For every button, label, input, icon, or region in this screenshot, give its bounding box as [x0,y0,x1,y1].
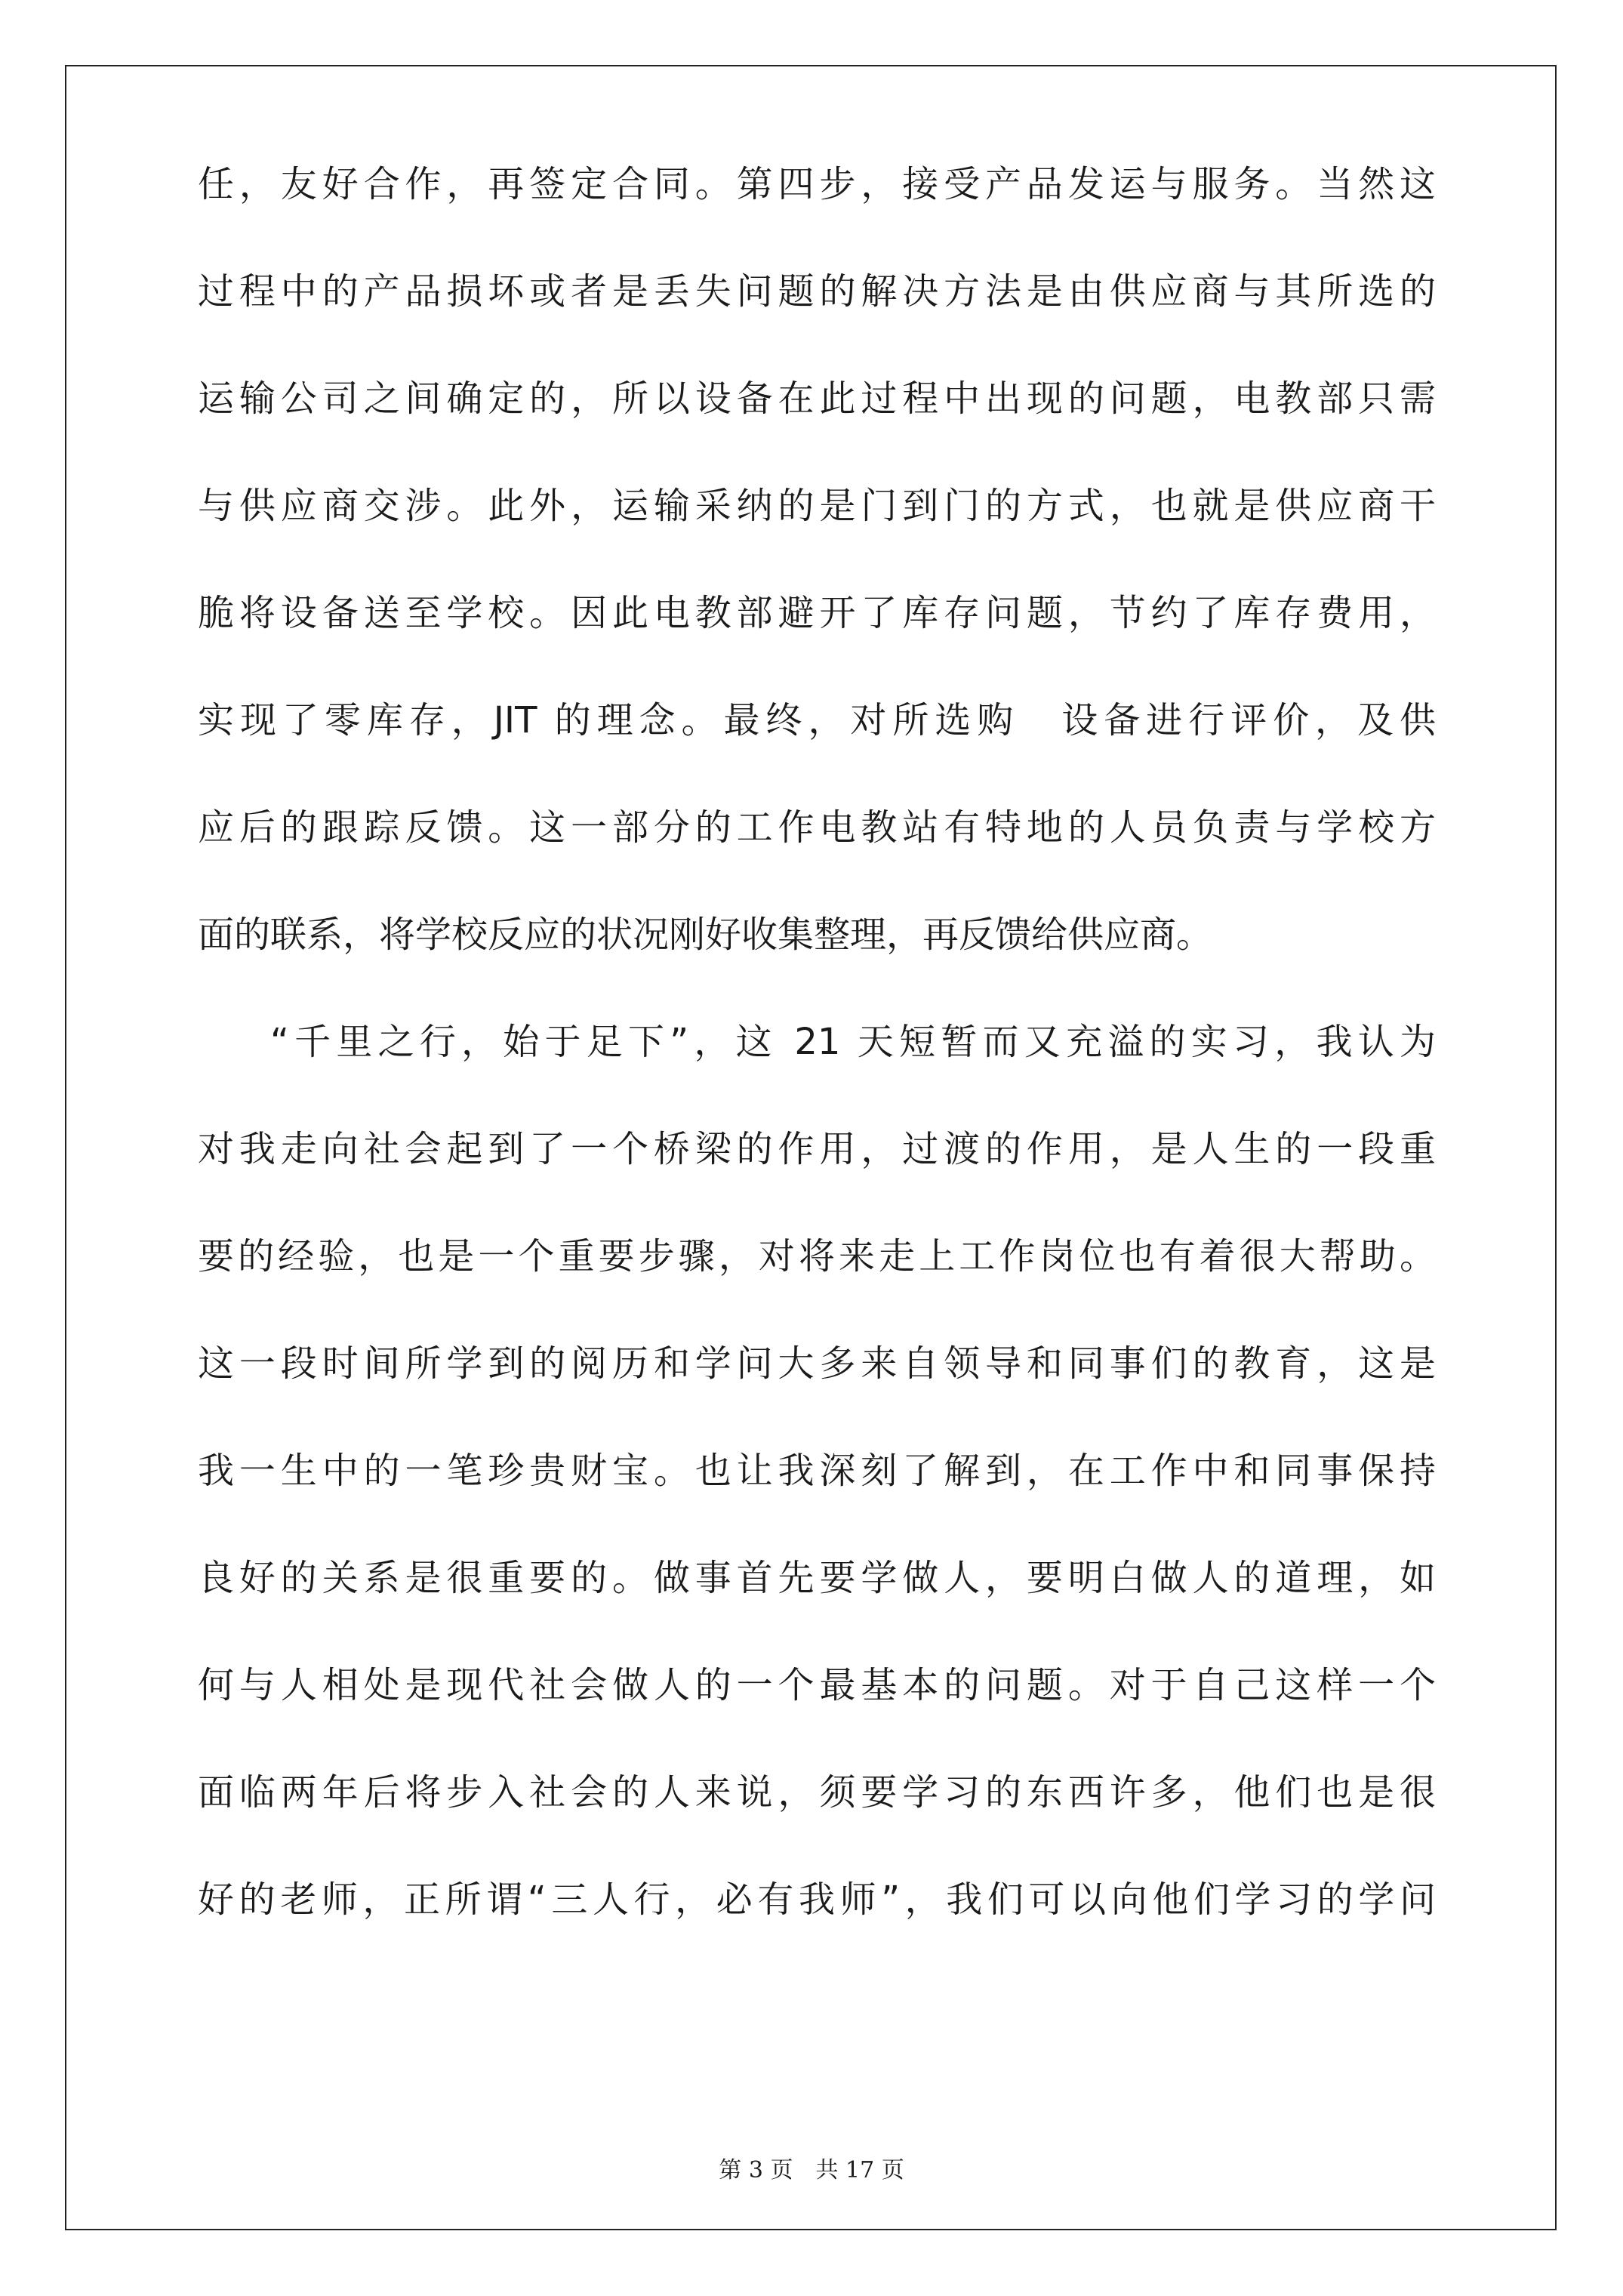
text-line: 任，友好合作，再签定合同。第四步，接受产品发运与服务。当然这 [198,163,1436,205]
text-line: 实现了零库存，JIT 的理念。最终，对所选购 设备进行评价，及供 [198,699,1436,741]
text-line: 脆将设备送至学校。因此电教部避开了库存问题，节约了库存费用， [198,592,1436,634]
text-line: 过程中的产品损坏或者是丢失问题的解决方法是由供应商与其所选的 [198,270,1436,313]
text-line: 面的联系，将学校反应的状况刚好收集整理，再反馈给供应商。 [198,914,1213,956]
text-line: 应后的跟踪反馈。这一部分的工作电教站有特地的人员负责与学校方 [198,806,1436,849]
text-line: 好的老师，正所谓“三人行，必有我师”，我们可以向他们学习的学问 [198,1878,1436,1921]
text-line: 我一生中的一笔珍贵财宝。也让我深刻了解到，在工作中和同事保持 [198,1450,1436,1492]
text-line: 良好的关系是很重要的。做事首先要学做人，要明白做人的道理，如 [198,1557,1436,1599]
text-line: 对我走向社会起到了一个桥梁的作用，过渡的作用，是人生的一段重 [198,1128,1436,1170]
text-line: 何与人相处是现代社会做人的一个最基本的问题。对于自己这样一个 [198,1664,1436,1706]
page-number-footer: 第 3 页 共 17 页 [719,2157,904,2184]
paragraph-start-line: “千里之行，始于足下”，这 21 天短暂而又充溢的实习，我认为 [270,1021,1436,1063]
text-line: 面临两年后将步入社会的人来说，须要学习的东西许多，他们也是很 [198,1771,1436,1814]
text-line: 这一段时间所学到的阅历和学问大多来自领导和同事们的教育，这是 [198,1342,1436,1385]
text-line: 运输公司之间确定的，所以设备在此过程中出现的问题，电教部只需 [198,378,1436,420]
text-line: 要的经验，也是一个重要步骤，对将来走上工作岗位也有着很大帮助。 [198,1235,1436,1277]
body-text [198,163,1436,1989]
text-line: 与供应商交涉。此外，运输采纳的是门到门的方式，也就是供应商干 [198,485,1436,527]
